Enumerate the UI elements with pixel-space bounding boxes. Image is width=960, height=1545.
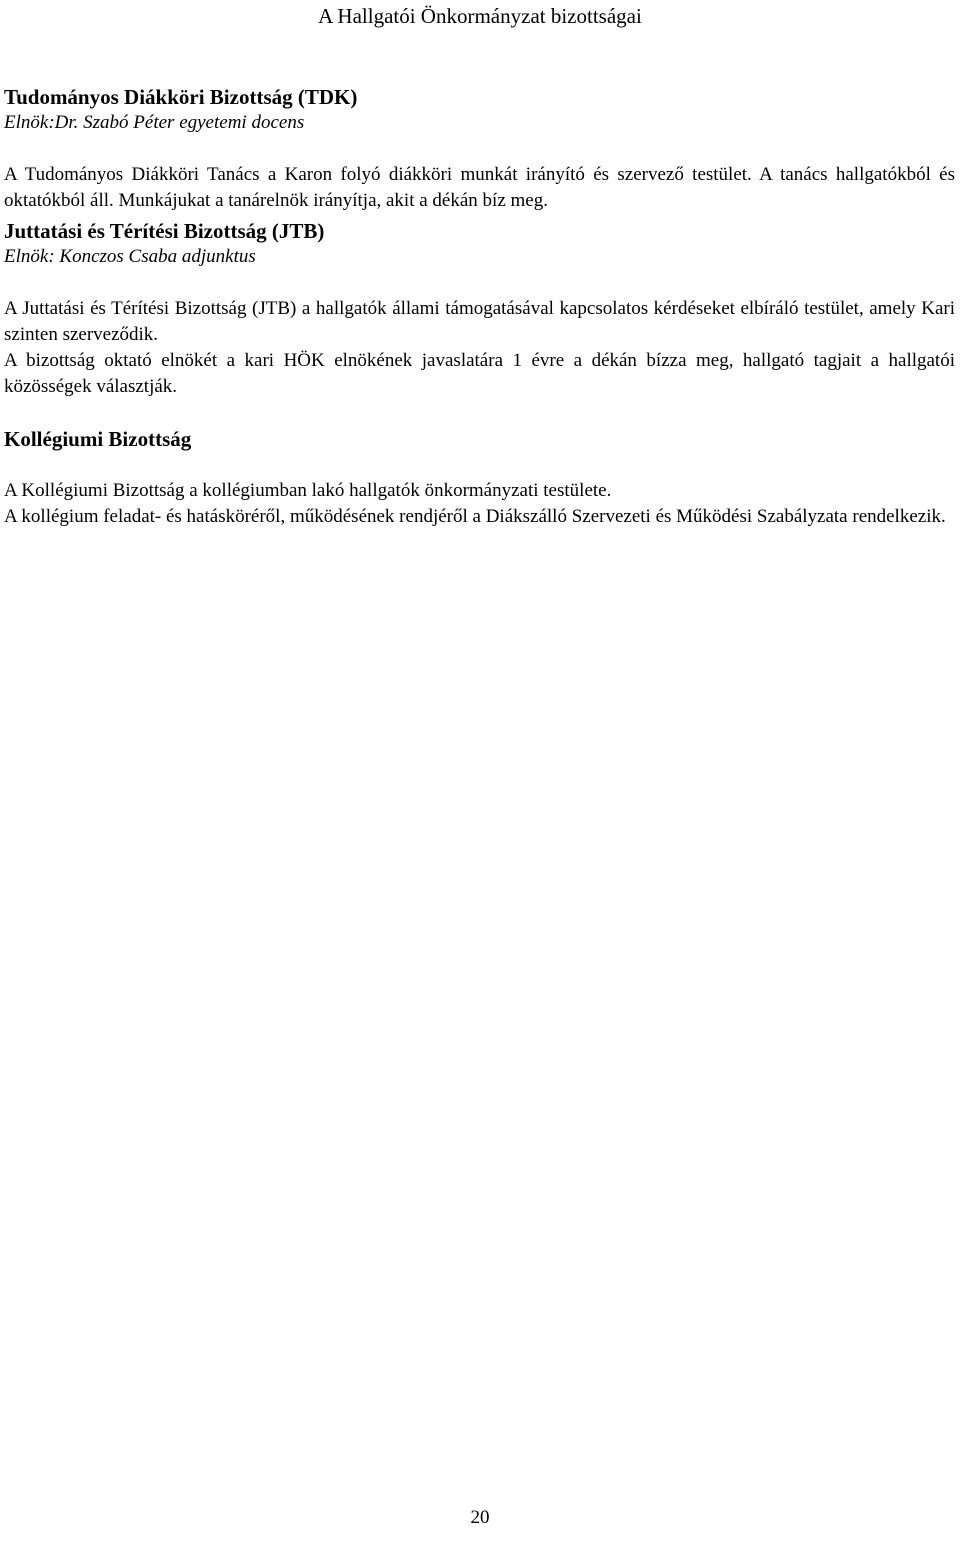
section-tdk bbox=[4, 84, 955, 214]
page-title: A Hallgatói Önkormányzat bizottságai bbox=[318, 4, 642, 28]
section-jtb bbox=[4, 218, 955, 400]
section-paragraph: A bizottság oktató elnökét a kari HÖK elnökének javaslatára 1 évre a dékán bízza meg, hallgató tagjait a hallgatói közösségek választják. bbox=[4, 350, 955, 397]
section-heading: Tudományos Diákköri Bizottság (TDK) bbox=[4, 85, 358, 109]
section-paragraph: A Juttatási és Térítési Bizottság (JTB) a hallgatók állami támogatásával kapcsolatos kérdéseket elbíráló testület, amely Kari szinten szerveződik. bbox=[4, 298, 955, 345]
section-heading: Juttatási és Térítési Bizottság (JTB) bbox=[4, 219, 325, 243]
section-paragraph: A Kollégiumi Bizottság a kollégiumban lakó hallgatók önkormányzati testülete. bbox=[4, 480, 612, 501]
section-chair: Elnök:Dr. Szabó Péter egyetemi docens bbox=[4, 112, 305, 133]
section-kollegiumi bbox=[4, 400, 955, 530]
section-heading: Kollégiumi Bizottság bbox=[4, 427, 192, 451]
document-body bbox=[4, 84, 955, 530]
page-number: 20 bbox=[470, 1507, 490, 1528]
section-chair: Elnök: Konczos Csaba adjunktus bbox=[4, 246, 256, 267]
section-paragraph: A Tudományos Diákköri Tanács a Karon folyó diákköri munkát irányító és szervező testület. A tanács hallgatókból és oktatókból áll. Munkájukat a tanárelnök irányítja, akit a dékán bíz meg. bbox=[4, 164, 955, 211]
section-paragraph: A kollégium feladat- és hatásköréről, működésének rendjéről a Diákszálló Szervezeti és Működési Szabályzata rendelkezik. bbox=[4, 506, 946, 527]
